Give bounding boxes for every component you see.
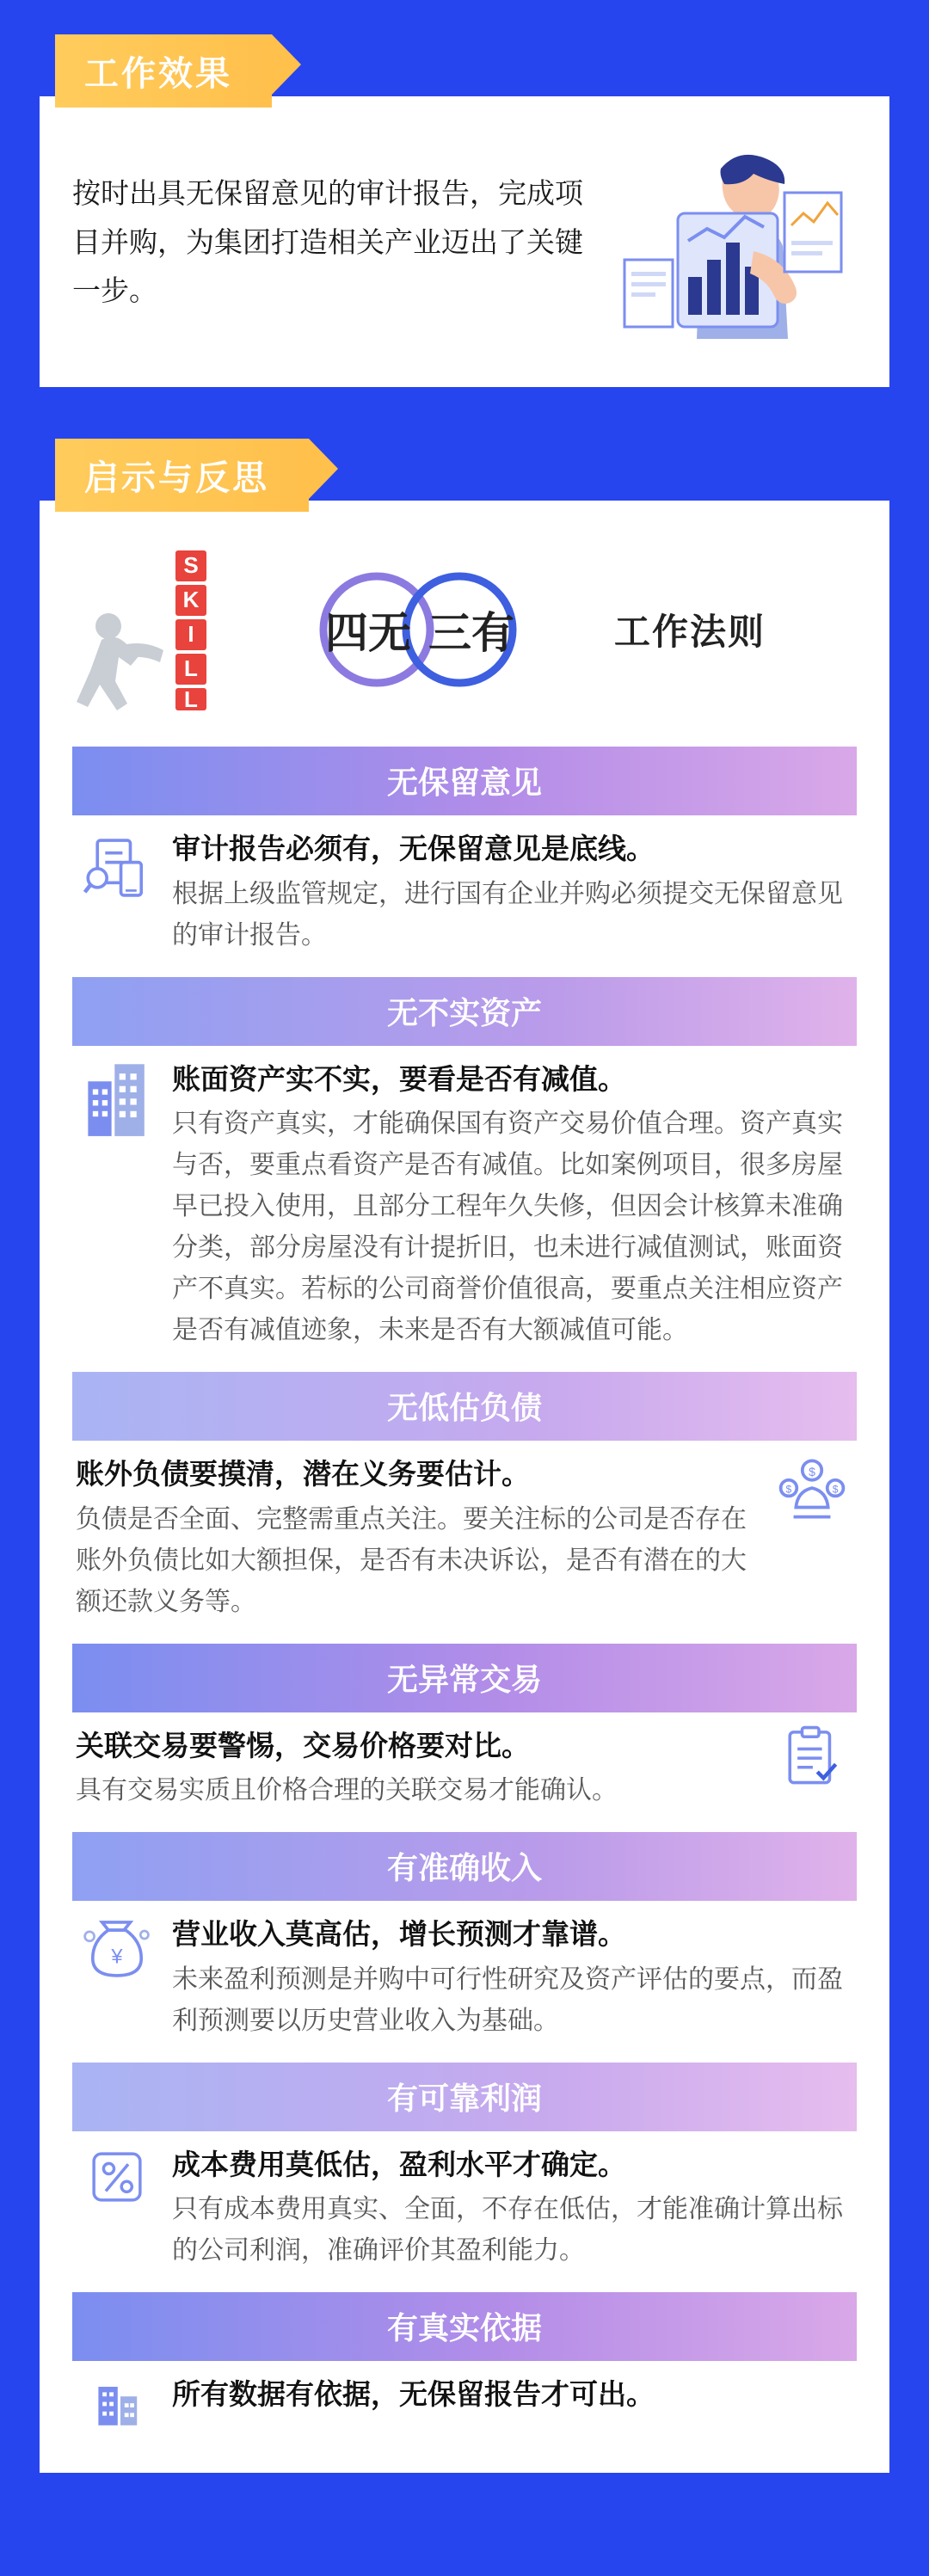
item-7-lead: 所有数据有依据，无保留报告才可出。	[172, 2377, 655, 2411]
building-small-icon	[76, 2373, 158, 2435]
band-4: 无异常交易	[72, 1644, 857, 1712]
svg-text:I: I	[188, 621, 194, 647]
item-1-lead: 审计报告必须有，无保留意见是底线。	[172, 832, 655, 865]
businessman-with-charts-illustration	[599, 131, 857, 354]
item-5	[72, 1913, 857, 2047]
band-6: 有可靠利润	[72, 2063, 857, 2131]
money-bag-icon	[76, 1913, 158, 1983]
svg-text:L: L	[184, 686, 198, 712]
svg-text:$: $	[785, 1483, 792, 1496]
svg-text:$: $	[809, 1465, 815, 1479]
band-1: 无保留意见	[72, 747, 857, 815]
section-2-ribbon-wrap	[40, 439, 889, 501]
percent-icon	[76, 2143, 158, 2210]
section-1-tab: 工作效果	[55, 34, 272, 108]
building-icon	[76, 1058, 158, 1144]
svg-text:¥: ¥	[111, 1946, 123, 1969]
money-group-icon	[771, 1453, 853, 1525]
item-6	[72, 2143, 857, 2278]
item-1	[72, 827, 857, 962]
section-2-tab: 启示与反思	[55, 439, 309, 512]
item-2-lead: 账面资产实不实，要看是否有减值。	[172, 1061, 626, 1096]
item-4-body: 具有交易实质且价格合理的关联交易才能确认。	[76, 1775, 618, 1805]
item-5-lead: 营业收入莫高估，增长预测才靠谱。	[172, 1917, 626, 1951]
item-4-lead: 关联交易要警惕，交易价格要对比。	[76, 1728, 530, 1762]
item-5-body: 未来盈利预测是并购中可行性研究及资产评估的要点，而盈利预测要以历史营业收入为基础。	[172, 1964, 843, 2036]
item-6-body: 只有成本费用真实、全面，不存在低估，才能准确计算出标的公司利润，准确评价其盈利能力。	[172, 2194, 843, 2266]
venn-header	[72, 535, 857, 731]
svg-text:四无: 四无	[325, 609, 411, 657]
item-4	[72, 1725, 857, 1817]
band-5: 有准确收入	[72, 1832, 857, 1901]
svg-text:三有: 三有	[428, 609, 514, 657]
svg-text:K: K	[182, 587, 200, 612]
band-3: 无低估负债	[72, 1372, 857, 1441]
item-1-body: 根据上级监管规定，进行国有企业并购必须提交无保留意见的审计报告。	[172, 878, 843, 950]
section-insight-reflection	[40, 439, 889, 2473]
band-7: 有真实依据	[72, 2292, 857, 2361]
item-7	[72, 2373, 857, 2440]
svg-text:L: L	[184, 655, 198, 681]
venn-suffix-label: 工作法则	[614, 612, 766, 652]
item-2-body: 只有资产真实，才能确保国有资产交易价值合理。资产真实与否，要重点看资产是否有减值。比如案例项目，很多房屋早已投入使用，且部分工程年久失修，但因会计核算未准确分类，部分房屋没有计提折旧，也未进行减值测试，账面资产不真实。若标的公司商誉价值很高，要重点关注相应资产是否有减值迹象，未来是否有大额减值可能。	[172, 1109, 843, 1345]
section-1-card	[40, 96, 889, 387]
section-1-ribbon-wrap	[40, 34, 889, 96]
svg-text:S: S	[183, 552, 199, 578]
item-3-lead: 账外负债要摸清，潜在义务要估计。	[76, 1457, 530, 1491]
document-magnifier-icon	[76, 827, 158, 903]
item-3	[72, 1453, 857, 1628]
checklist-icon	[771, 1725, 853, 1793]
section-2-card	[40, 501, 889, 2473]
section-1-paragraph: 按时出具无保留意见的审计报告，完成项目并购，为集团打造相关产业迈出了关键一步。	[72, 175, 583, 308]
item-3-body: 负债是否全面、完整需重点关注。要关注标的公司是否存在账外负债比如大额担保，是否有未决诉讼，是否有潜在的大额还款义务等。	[76, 1503, 747, 1617]
item-6-lead: 成本费用莫低估，盈利水平才确定。	[172, 2147, 626, 2181]
svg-text:$: $	[832, 1483, 839, 1496]
section-work-effect	[40, 34, 889, 387]
item-2	[72, 1058, 857, 1357]
band-2: 无不实资产	[72, 977, 857, 1046]
skill-blocks-illustration	[72, 544, 270, 716]
